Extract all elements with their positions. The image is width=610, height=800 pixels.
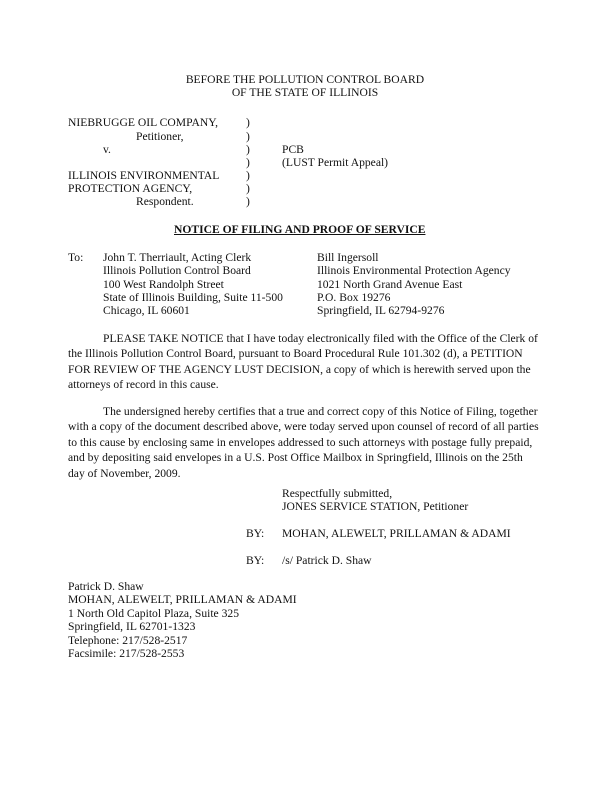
caption-paren: )	[246, 195, 250, 208]
respondent-name-line-2: PROTECTION AGENCY,	[68, 182, 193, 195]
by-label: BY:	[246, 527, 265, 540]
by-label: BY:	[246, 554, 265, 567]
law-firm: MOHAN, ALEWELT, PRILLAMAN & ADAMI	[282, 527, 511, 540]
respondent-role: Respondent.	[136, 195, 194, 208]
recipient-right-line: Illinois Environmental Protection Agency	[317, 264, 511, 277]
caption-paren: )	[246, 130, 250, 143]
recipient-left-line: Illinois Pollution Control Board	[103, 264, 251, 277]
versus: v.	[103, 143, 111, 156]
attorney-line: Telephone: 217/528-2517	[68, 634, 188, 647]
attorney-line: Facsimile: 217/528-2553	[68, 647, 185, 660]
recipient-right-line: P.O. Box 19276	[317, 291, 391, 304]
recipient-right-line: Bill Ingersoll	[317, 251, 379, 264]
petitioner-role: Petitioner,	[136, 130, 184, 143]
recipient-left-line: Chicago, IL 60601	[103, 304, 190, 317]
attorney-line: 1 North Old Capitol Plaza, Suite 325	[68, 607, 239, 620]
signing-party: JONES SERVICE STATION, Petitioner	[282, 500, 469, 513]
caption-paren: )	[246, 169, 250, 182]
recipient-left-line: John T. Therriault, Acting Clerk	[103, 251, 252, 264]
caption-paren: )	[246, 182, 250, 195]
caption-paren: )	[246, 143, 250, 156]
recipient-left-line: 100 West Randolph Street	[103, 278, 224, 291]
attorney-line: Springfield, IL 62701-1323	[68, 620, 196, 633]
recipient-left-line: State of Illinois Building, Suite 11-500	[103, 291, 283, 304]
electronic-signature: /s/ Patrick D. Shaw	[282, 554, 372, 567]
respondent-name-line-1: ILLINOIS ENVIRONMENTAL	[68, 169, 220, 182]
recipient-right-line: 1021 North Grand Avenue East	[317, 278, 463, 291]
notice-paragraph: PLEASE TAKE NOTICE that I have today electronically filed with the Office of the Clerk of the Illinois Pollution Control Board, pursuant to Board Procedural Rule 101.302 (d), a PETITION FOR REVIEW OF THE AGENCY LUST DECISION, a copy of which is herewith served upon the attorneys of record in this cause.	[68, 332, 538, 392]
attorney-line: MOHAN, ALEWELT, PRILLAMAN & ADAMI	[68, 593, 297, 606]
attorney-line: Patrick D. Shaw	[68, 580, 144, 593]
case-type: (LUST Permit Appeal)	[282, 156, 389, 169]
certification-paragraph: The undersigned hereby certifies that a true and correct copy of this Notice of Filing, together with a copy of the document described above, were today served upon counsel of record of all parties to this cause by enclosing same in envelopes addressed to such attorneys with postage fully prepaid, and by depositing said envelopes in a U.S. Post Office Mailbox in Springfield, Illinois on the 25th day of November, 2009.	[68, 405, 539, 480]
respectfully-submitted: Respectfully submitted,	[282, 487, 393, 500]
case-label: PCB	[282, 143, 304, 156]
document-title: NOTICE OF FILING AND PROOF OF SERVICE	[174, 223, 426, 236]
caption-paren: )	[246, 116, 250, 129]
recipient-right-line: Springfield, IL 62794-9276	[317, 304, 445, 317]
caption-paren: )	[246, 156, 250, 169]
to-label: To:	[68, 251, 84, 264]
heading-line-2: OF THE STATE OF ILLINOIS	[231, 86, 379, 99]
petitioner-name: NIEBRUGGE OIL COMPANY,	[68, 116, 218, 129]
heading-line-1: BEFORE THE POLLUTION CONTROL BOARD	[185, 73, 425, 86]
